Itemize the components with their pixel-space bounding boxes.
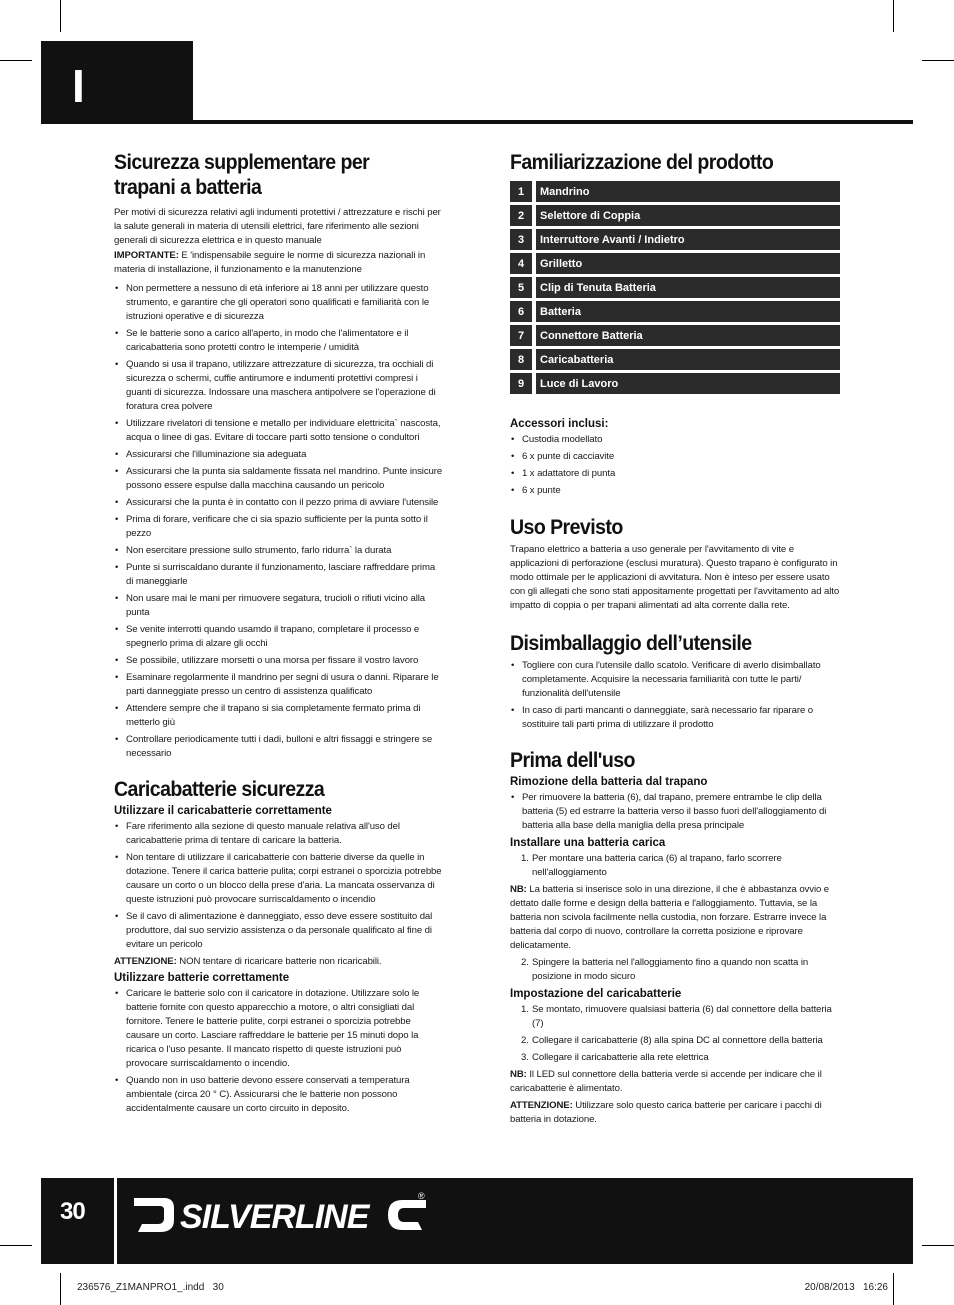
crop-mark bbox=[893, 0, 894, 32]
crop-mark bbox=[893, 1273, 894, 1305]
subheading-rimozione: Rimozione della batteria dal trapano bbox=[510, 776, 708, 788]
section-title-uso-previsto: Uso Previsto bbox=[510, 516, 623, 539]
list-item: • Assicurarsi che la punta è in contatto con il pezzo prima di avviare l'utensile bbox=[114, 496, 444, 510]
list-item: • Prima di forare, verificare che ci sia spazio sufficiente per la punta sotto il pezzo bbox=[114, 513, 444, 541]
step-text: Collegare il caricabatterie (8) alla spina DC al connettore della batteria bbox=[532, 1035, 823, 1046]
list-item: • Controllare periodicamente tutti i dadi, bulloni e altri fissaggi e stringere se necessario bbox=[114, 733, 444, 761]
crop-mark bbox=[922, 60, 954, 61]
part-number: 3 bbox=[510, 229, 532, 250]
table-row bbox=[510, 229, 840, 250]
silverline-logo bbox=[130, 1190, 430, 1245]
unpacking-list bbox=[510, 659, 840, 732]
list-item: • Se possibile, utilizzare morsetti o una morsa per fissare il vostro lavoro bbox=[114, 654, 444, 668]
footer-divider bbox=[114, 1178, 117, 1264]
crop-mark bbox=[0, 60, 32, 61]
section-title-sicurezza-trapani: Sicurezza supplementare per trapani a batteria bbox=[114, 151, 370, 199]
list-item bbox=[510, 1051, 840, 1065]
list-item: • Togliere con cura l'utensile dallo scatolo. Verificare di averlo disimballato completamente. Acquisire la necessaria familiarità con tutte le parti/ funzionalità dell'utensile bbox=[510, 659, 840, 701]
list-item: • Fare riferimento alla sezione di questo manuale relativa all'uso del caricabatterie prima di tentare di caricare la batteria. bbox=[114, 820, 444, 848]
part-label: Grilletto bbox=[536, 253, 840, 274]
part-number: 1 bbox=[510, 181, 532, 202]
charger-list bbox=[114, 820, 444, 952]
part-label: Selettore di Coppia bbox=[536, 205, 840, 226]
part-number: 7 bbox=[510, 325, 532, 346]
right-column bbox=[510, 150, 840, 1128]
subheading-caricabatterie: Utilizzare il caricabatterie correttamente bbox=[114, 805, 332, 817]
crop-mark bbox=[0, 1245, 32, 1246]
table-row bbox=[510, 277, 840, 298]
table-row bbox=[510, 205, 840, 226]
list-item: • Se le batterie sono a carico all'aperto, in modo che l'alimentatore e il caricabatteria sono protetti contro le intemperie / umidità bbox=[114, 327, 444, 355]
list-item: • Quando si usa il trapano, utilizzare attrezzature di sicurezza, tra occhiali di sicurezza o schermi, cuffie antirumore e indumenti protettivi compresi i guanti di sicurezza. Indossare una maschera antipolvere se l'operazione di foratura crea polvere bbox=[114, 358, 444, 414]
nb-label: NB: bbox=[510, 884, 527, 895]
language-tab-letter: I bbox=[72, 60, 85, 112]
drill-safety-list bbox=[114, 282, 444, 761]
list-item: • Non tentare di utilizzare il caricabatterie con batterie diverse da quelle in dotazione. Tenere il carica batterie pulita; corpi estranei o sporcizia potrebbe causare un corto o un blocco della prese d'aria. La mancata osservanza di queste istruzioni può provocare surriscaldamento o incendio bbox=[114, 851, 444, 907]
install-steps bbox=[510, 852, 840, 880]
important-label: IMPORTANTE: bbox=[114, 250, 179, 261]
part-label: Mandrino bbox=[536, 181, 840, 202]
print-file-info: 236576_Z1MANPRO1_.indd 30 bbox=[77, 1282, 224, 1293]
install-steps-2 bbox=[510, 956, 840, 984]
table-row bbox=[510, 373, 840, 394]
list-item: • Esaminare regolarmente il mandrino per segni di usura o danni. Riparare le parti danneggiate presso un centro di assistenza qualificato bbox=[114, 671, 444, 699]
brand-wordmark: SILVERLINE bbox=[180, 1198, 369, 1236]
list-item: • Non usare mai le mani per rimuovere segatura, trucioli o rifiuti vicino alla punta bbox=[114, 592, 444, 620]
list-item: • Caricare le batterie solo con il caricatore in dotazione. Utilizzare solo le batterie fornite con questo apparecchio a motore, o altri consigliati dal fornitore. Tenere le batterie pulite, corpi estranei o sporcizia potrebbe causare un corto. Lasciare raffreddare le batterie per 15 minuti dopo la ricarica o l'uso pesante. Il mancato rispetto di queste istruzioni può provocare surriscaldamento o incendio. bbox=[114, 987, 444, 1071]
list-item: • Custodia modellato bbox=[510, 433, 840, 447]
subheading-installare: Installare una batteria carica bbox=[510, 837, 666, 849]
print-date-info: 20/08/2013 16:26 bbox=[804, 1282, 888, 1293]
part-label: Caricabatteria bbox=[536, 349, 840, 370]
warning-text: NON tentare di ricaricare batterie non ricaricabili. bbox=[176, 956, 382, 967]
list-item: • Non permettere a nessuno di età inferiore ai 18 anni per utilizzare questo strumento, e garantire che gli operatori sono qualificati e familiarità con le istruzioni operative e di sicurezza bbox=[114, 282, 444, 324]
silverline-logo-icon bbox=[130, 1190, 430, 1240]
list-item: • Per rimuovere la batteria (6), dal trapano, premere entrambe le clip della batteria (5) ed estrarre la batteria verso il basso fuori dell'alloggiamento di batteria alla base della maniglia della presa principale bbox=[510, 791, 840, 833]
part-number: 9 bbox=[510, 373, 532, 394]
list-item bbox=[510, 1003, 840, 1031]
step-number: 3. bbox=[521, 1052, 529, 1063]
warning-label: ATTENZIONE: bbox=[114, 956, 177, 967]
left-column bbox=[114, 150, 444, 1119]
list-item: • Attendere sempre che il trapano si sia completamente fermato prima di metterlo giù bbox=[114, 702, 444, 730]
removal-list bbox=[510, 791, 840, 833]
list-item: • 6 x punte bbox=[510, 484, 840, 498]
table-row bbox=[510, 325, 840, 346]
list-item bbox=[510, 1034, 840, 1048]
step-number: 1. bbox=[521, 853, 529, 864]
important-text: E 'indispensabile seguire le norme di sicurezza nazionali in materia di installazione, il funzionamento e la manutenzione bbox=[114, 250, 426, 275]
step-number: 2. bbox=[521, 957, 529, 968]
section-title-disimballaggio: Disimballaggio dell’utensile bbox=[510, 632, 752, 655]
header-rule bbox=[41, 120, 913, 124]
list-item bbox=[510, 852, 840, 880]
subheading-batterie: Utilizzare batterie correttamente bbox=[114, 972, 290, 984]
table-row bbox=[510, 181, 840, 202]
step-text: Spingere la batteria nel l'alloggiamento fino a quando non scatta in posizione in modo sicuro bbox=[532, 957, 809, 982]
language-tab bbox=[41, 41, 193, 123]
section-title-caricabatterie: Caricabatterie sicurezza bbox=[114, 778, 325, 801]
part-number: 5 bbox=[510, 277, 532, 298]
table-row bbox=[510, 253, 840, 274]
list-item bbox=[510, 956, 840, 984]
step-number: 1. bbox=[521, 1004, 529, 1015]
part-label: Clip di Tenuta Batteria bbox=[536, 277, 840, 298]
parts-table bbox=[510, 178, 840, 397]
warning-text: Utilizzare solo questo carica batterie per caricare i pacchi di batteria in dotazione. bbox=[510, 1100, 822, 1125]
step-number: 2. bbox=[521, 1035, 529, 1046]
list-item: • 6 x punte di cacciavite bbox=[510, 450, 840, 464]
accessories-list bbox=[510, 433, 840, 498]
table-row bbox=[510, 349, 840, 370]
list-item: • Se venite interrotti quando usamdo il trapano, completare il processo e spegnerlo prima di alzare gli occhi bbox=[114, 623, 444, 651]
nb-text: La batteria si inserisce solo in una direzione, il che è abbastanza ovvio e dettato dalle forme e design della batteria e l'alloggiamento. Tuttavia, se la batteria non scivola facilmente nella custodia, non forzare. Estrarre invece la batteria dal corpo di nuovo, controllare la corretta posizione e riprovare delicatamente. bbox=[510, 884, 830, 951]
nb-text: Il LED sul connettore della batteria verde si accende per indicare che il caricabatterie è alimentato. bbox=[510, 1069, 822, 1094]
battery-list bbox=[114, 987, 444, 1116]
part-label: Batteria bbox=[536, 301, 840, 322]
crop-mark bbox=[60, 1273, 61, 1305]
list-item: • Assicurarsi che la punta sia saldamente fissata nel mandrino. Punte insicure possono essere espulse dalla macchina causando un pericolo bbox=[114, 465, 444, 493]
part-number: 6 bbox=[510, 301, 532, 322]
part-label: Luce di Lavoro bbox=[536, 373, 840, 394]
list-item: • Non esercitare pressione sullo strumento, farlo ridurra` la durata bbox=[114, 544, 444, 558]
nb-label: NB: bbox=[510, 1069, 527, 1080]
uso-previsto-text: Trapano elettrico a batteria a uso generale per l'avvitamento di vite e applicazioni di perforazione (esclusi muratura). Questo trapano è configurato in modo ottimale per le applicazioni di avvitatura. Non è inteso per essere usato con gli allegati che sono stati appositamente progettati per l'avvitamento ad alto impatto di coppia o per trapani alimentati ad alta corrente dalla rete. bbox=[510, 544, 840, 611]
list-item: • Assicurarsi che l'illuminazione sia adeguata bbox=[114, 448, 444, 462]
list-item: • Punte si surriscaldano durante il funzionamento, lasciare raffreddare prima di maneggiarle bbox=[114, 561, 444, 589]
step-text: Collegare il caricabatterie alla rete elettrica bbox=[532, 1052, 709, 1063]
list-item: • Utilizzare rivelatori di tensione e metallo per individuare elettricita` nascosta, acqua o linee di gas. Evitare di toccare parti sotto tensione o condultori bbox=[114, 417, 444, 445]
section-title-prima-uso: Prima dell'uso bbox=[510, 749, 635, 772]
intro-text: Per motivi di sicurezza relativi agli indumenti protettivi / attrezzature e rischi per la salute generali in materia di utensili elettrici, fare riferimento alle sezioni generali di sicurezza elettrica e in questo manuale bbox=[114, 207, 441, 246]
table-row bbox=[510, 301, 840, 322]
important-note bbox=[114, 249, 444, 277]
registered-mark: ® bbox=[418, 1191, 425, 1201]
warning-note bbox=[114, 955, 444, 969]
warning-note-2 bbox=[510, 1099, 840, 1127]
list-item: • In caso di parti mancanti o danneggiate, sarà necessario far riparare o sostituire tali parti prima di utilizzare il prodotto bbox=[510, 704, 840, 732]
warning-label: ATTENZIONE: bbox=[510, 1100, 573, 1111]
nb-note bbox=[510, 883, 840, 953]
accessories-heading: Accessori inclusi: bbox=[510, 418, 609, 430]
part-label: Interruttore Avanti / Indietro bbox=[536, 229, 840, 250]
crop-mark bbox=[922, 1245, 954, 1246]
subheading-impostazione: Impostazione del caricabatterie bbox=[510, 988, 682, 1000]
list-item: • Quando non in uso batterie devono essere conservati a temperatura ambientale (circa 20 ° C). Assicurarsi che le batterie non possono accidentalmente causare un corto circuito in deposito. bbox=[114, 1074, 444, 1116]
step-text: Se montato, rimuovere qualsiasi batteria (6) dal connettore della batteria (7) bbox=[532, 1004, 832, 1029]
nb-note-2 bbox=[510, 1068, 840, 1096]
part-number: 4 bbox=[510, 253, 532, 274]
step-text: Per montare una batteria carica (6) al trapano, farlo scorrere nell'alloggiamento bbox=[532, 853, 782, 878]
part-number: 8 bbox=[510, 349, 532, 370]
page-number: 30 bbox=[60, 1198, 85, 1225]
part-number: 2 bbox=[510, 205, 532, 226]
crop-mark bbox=[60, 0, 61, 32]
list-item: • 1 x adattatore di punta bbox=[510, 467, 840, 481]
part-label: Connettore Batteria bbox=[536, 325, 840, 346]
section-title-familiarizzazione: Familiarizzazione del prodotto bbox=[510, 151, 774, 174]
charger-setup-steps bbox=[510, 1003, 840, 1065]
list-item: • Se il cavo di alimentazione è danneggiato, esso deve essere sostituito dal produttore, dal suo servizio assistenza o da personale qualificato al fine di evitare un pericolo bbox=[114, 910, 444, 952]
